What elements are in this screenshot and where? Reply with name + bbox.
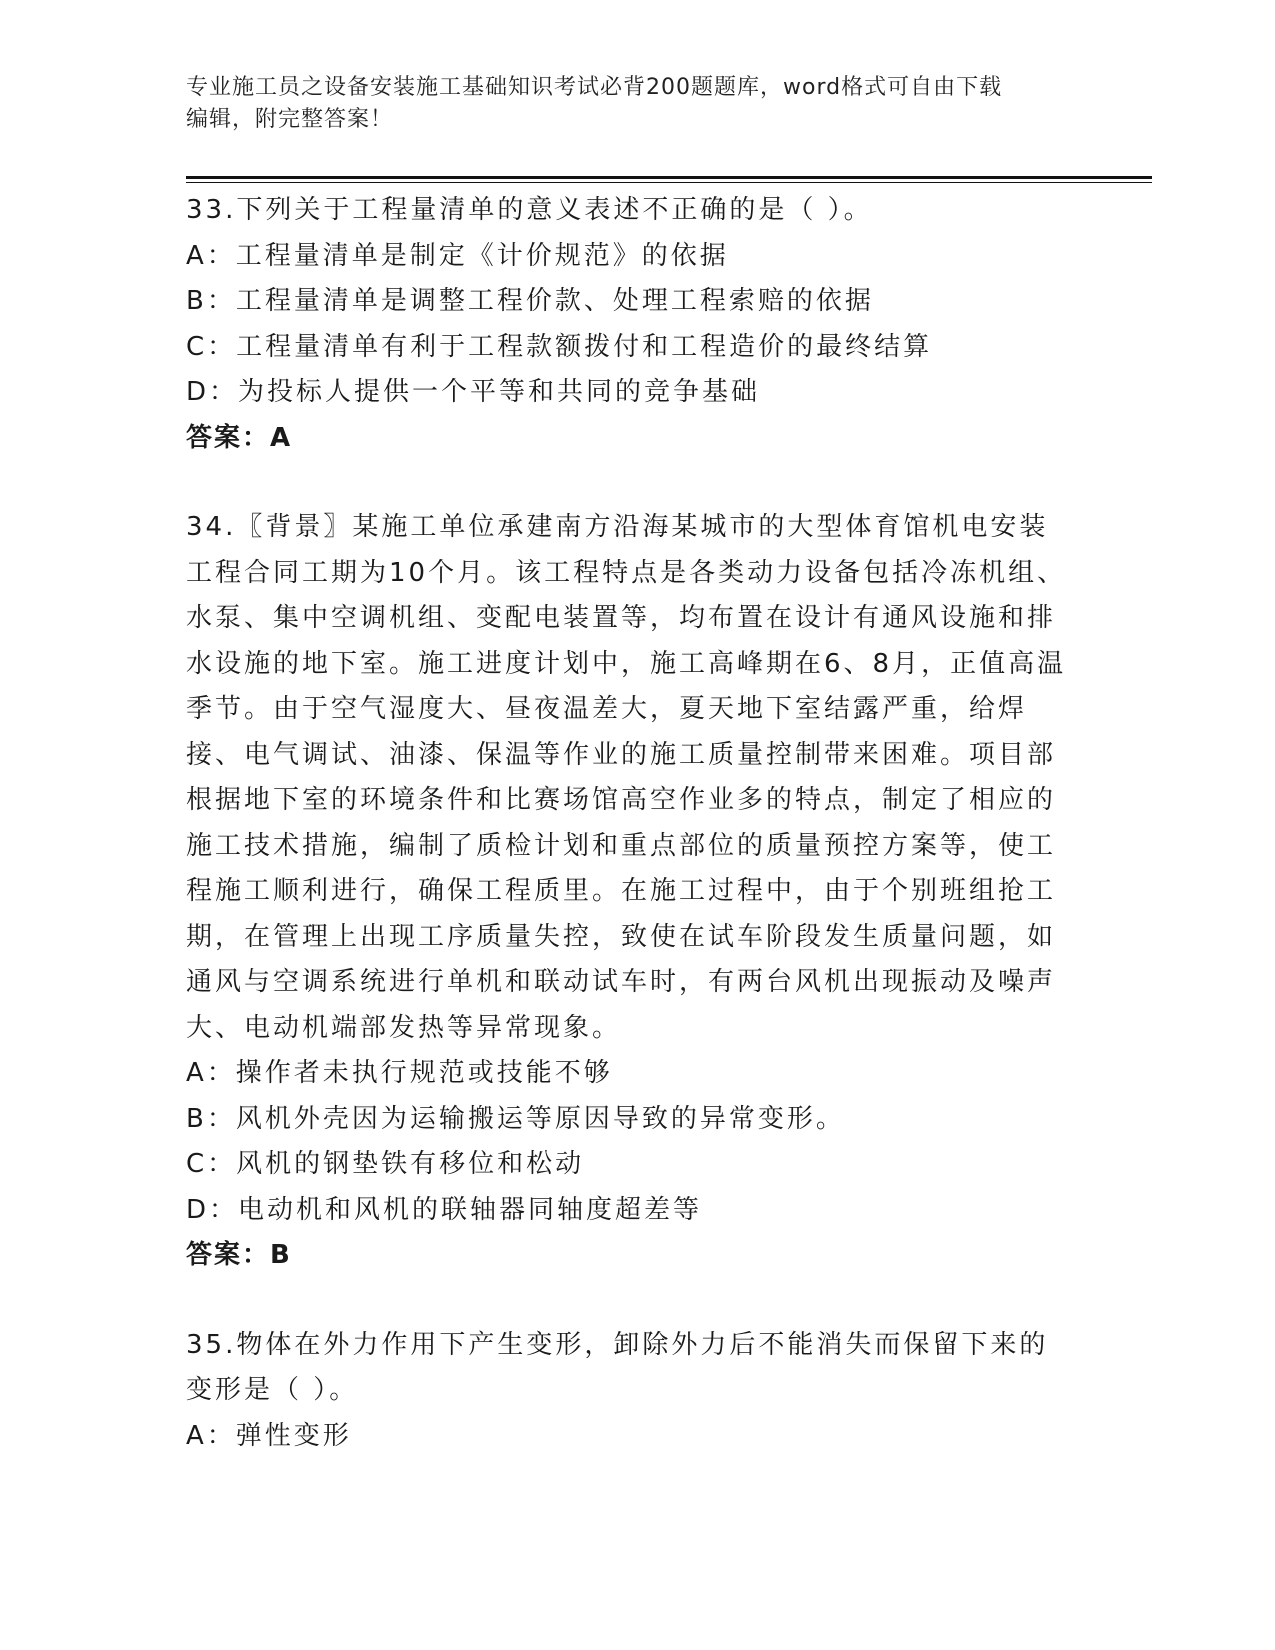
option-a: A：弹性变形	[186, 1420, 352, 1451]
option-b: B：工程量清单是调整工程价款、处理工程索赔的依据	[186, 286, 874, 316]
answer-line: 答案：A	[186, 422, 293, 453]
question-spacer	[186, 1279, 1076, 1323]
question-list	[186, 188, 1076, 1459]
question-stem: 35.物体在外力作用下产生变形，卸除外力后不能消失而保留下来的变形是（ ）。	[186, 1329, 1049, 1405]
header-divider-thick	[186, 176, 1152, 179]
question-33	[186, 188, 1076, 461]
question-stem: 33.下列关于工程量清单的意义表述不正确的是（ ）。	[186, 195, 873, 225]
document-header-title: 专业施工员之设备安装施工基础知识考试必背200题题库，word格式可自由下载 编辑，附完整答案！	[186, 75, 1003, 132]
option-d: D：电动机和风机的联轴器同轴度超差等	[186, 1194, 703, 1225]
question-stem: 34.〖背景〗某施工单位承建南方沿海某城市的大型体育馆机电安装工程合同工期为10个月。该工程特点是各类动力设备包括冷冻机组、水泵、集中空调机组、变配电装置等，均布置在设计有通风设施和排水设施的地下室。施工进度计划中，施工高峰期在6、8月，正值高温季节。由于空气湿度大、昼夜温差大，夏天地下室结露严重，给焊接、电气调试、油漆、保温等作业的施工质量控制带来困难。项目部根据地下室的环境条件和比赛场馆高空作业多的特点，制定了相应的施工技术措施，编制了质检计划和重点部位的质量预控方案等，使工程施工顺利进行，确保工程质里。在施工过程中，由于个别班组抢工期，在管理上出现工序质量失控，致使在试车阶段发生质量问题，如通风与空调系统进行单机和联动试车时，有两台风机出现振动及噪声大、电动机端部发热等异常现象。	[186, 512, 1067, 1043]
option-a: A：操作者未执行规范或技能不够	[186, 1058, 613, 1088]
option-c: C：工程量清单有利于工程款额拨付和工程造价的最终结算	[186, 331, 933, 362]
question-35	[186, 1323, 1076, 1460]
question-34	[186, 505, 1076, 1279]
option-a: A：工程量清单是制定《计价规范》的依据	[186, 240, 729, 271]
option-b: B：风机外壳因为运输搬运等原因导致的异常变形。	[186, 1103, 845, 1134]
question-spacer	[186, 461, 1076, 505]
header-divider-thin	[186, 182, 1152, 183]
option-c: C：风机的钢垫铁有移位和松动	[186, 1149, 585, 1179]
answer-line: 答案：B	[186, 1240, 292, 1270]
option-d: D：为投标人提供一个平等和共同的竞争基础	[186, 377, 761, 407]
